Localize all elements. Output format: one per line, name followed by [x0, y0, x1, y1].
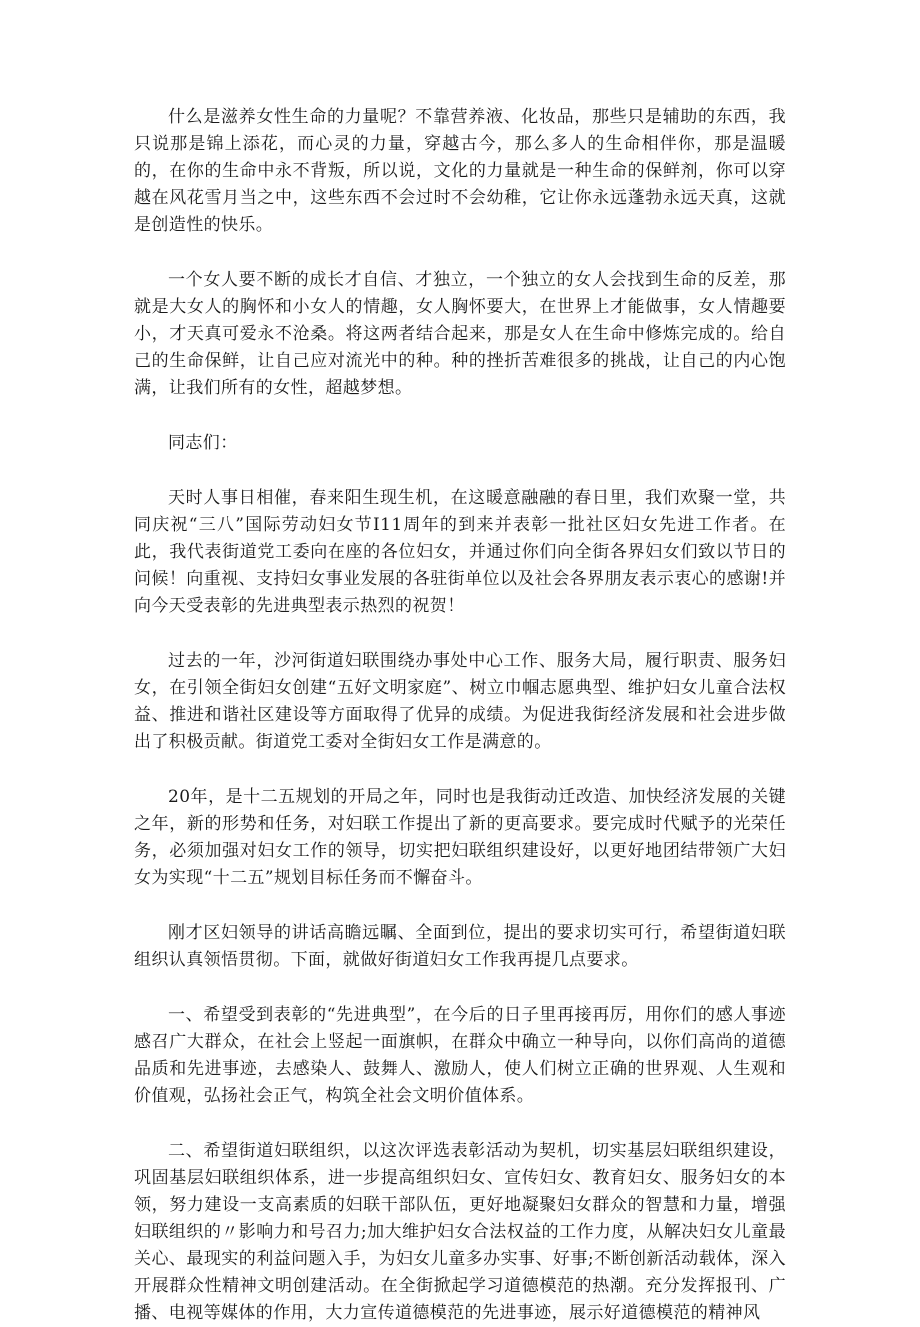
document-body	[134, 104, 786, 1327]
paragraph-7: 一、希望受到表彰的“先进典型”，在今后的日子里再接再厉，用你们的感人事迹感召广大群众，在社会上竖起一面旗帜，在群众中确立一种导向，以你们高尚的道德品质和先进事迹，去感染人、鼓舞人、激励人，使人们树立正确的世界观、人生观和价值观，弘扬社会正气，构筑全社会文明价值体系。	[134, 1005, 786, 1106]
paragraph-8: 二、希望街道妇联组织，以这次评选表彰活动为契机，切实基层妇联组织建设，巩固基层妇联组织体系，进一步提高组织妇女、宣传妇女、教育妇女、服务妇女的本领，努力建设一支高素质的妇联干部队伍，更好地凝聚妇女群众的智慧和力量，增强妇联组织的〃影响力和号召力;加大维护妇女合法权益的工作力度，从解决妇女儿童最关心、最现实的利益问题入手，为妇女儿童多办实事、好事;不断创新活动载体，深入开展群众性精神文明创建活动。在全街掀起学习道德模范的热潮。充分发挥报刊、广播、电视等媒体的作用，大力宣传道德模范的先进事迹，展示好道德模范的精神风	[134, 1141, 786, 1323]
paragraph-2: 一个女人要不断的成长才自信、才独立，一个独立的女人会找到生命的反差，那就是大女人的胸怀和小女人的情趣，女人胸怀要大，在世界上才能做事，女人情趣要小，才天真可爱永不沧桑。将这两者结合起来，那是女人在生命中修炼完成的。给自己的生命保鲜，让自己应对流光中的种。种的挫折苦难很多的挑战，让自己的内心饱满，让我们所有的女性，超越梦想。	[134, 270, 786, 398]
paragraph-5: 20年，是十二五规划的开局之年，同时也是我街动迁改造、加快经济发展的关键之年，新的形势和任务，对妇联工作提出了新的更高要求。要完成时代赋予的光荣任务，必须加强对妇女工作的领导，切实把妇联组织建设好，以更好地团结带领广大妇女为实现“十二五”规划目标任务而不懈奋斗。	[134, 787, 786, 888]
paragraph-6: 刚才区妇领导的讲话高瞻远瞩、全面到位，提出的要求切实可行，希望街道妇联组织认真领悟贯彻。下面，就做好街道妇女工作我再提几点要求。	[134, 923, 786, 970]
paragraph-4: 过去的一年，沙河街道妇联围绕办事处中心工作、服务大局，履行职责、服务妇女，在引领全街妇女创建“五好文明家庭”、树立巾帼志愿典型、维护妇女儿童合法权益、推进和谐社区建设等方面取得了优异的成绩。为促进我街经济发展和社会进步做出了积极贡献。街道党工委对全街妇女工作是满意的。	[134, 651, 786, 752]
paragraph-1: 什么是滋养女性生命的力量呢？不靠营养液、化妆品，那些只是辅助的东西，我只说那是锦上添花，而心灵的力量，穿越古今，那么多人的生命相伴你，那是温暖的，在你的生命中永不背叛，所以说，文化的力量就是一种生命的保鲜剂，你可以穿越在风花雪月当之中，这些东西不会过时不会幼稚，它让你永远蓬勃永远天真，这就是创造性的快乐。	[134, 107, 786, 235]
paragraph-3: 天时人事日相催，春来阳生现生机，在这暖意融融的春日里，我们欢聚一堂，共同庆祝“三八”国际劳动妇女节I11周年的到来并表彰一批社区妇女先进工作者。在此，我代表街道党工委向在座的各位妇女，并通过你们向全街各界妇女们致以节日的问候！向重视、支持妇女事业发展的各驻街单位以及社会各界朋友表示衷心的感谢!并向今天受表彰的先进典型表示热烈的祝贺！	[134, 488, 786, 616]
salutation: 同志们：	[168, 433, 238, 453]
